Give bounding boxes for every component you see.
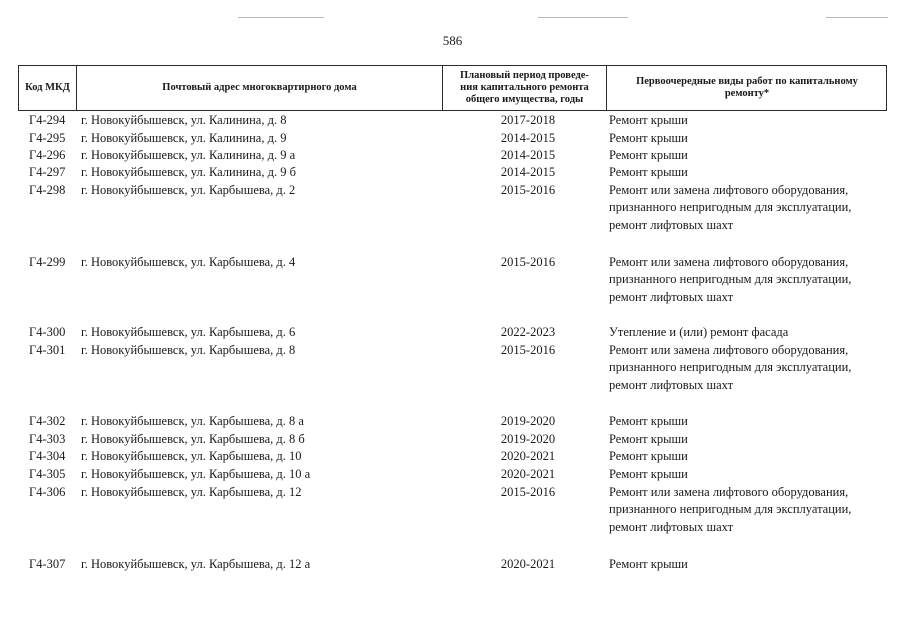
header-address: Почтовый адрес многоквартирного дома xyxy=(162,82,357,93)
cell-address: г. Новокуйбышевск, ул. Калинина, д. 8 xyxy=(81,113,287,127)
cell-code: Г4-299 xyxy=(29,255,66,269)
scan-mark xyxy=(826,17,888,18)
cell-address: г. Новокуйбышевск, ул. Карбышева, д. 10 а xyxy=(81,467,311,481)
header-works: Первоочередные виды работ по капитальному ремонту* xyxy=(636,76,858,99)
cell-period: 2015-2016 xyxy=(500,343,556,357)
cell-works: Ремонт крыши xyxy=(609,414,688,428)
cell-address: г. Новокуйбышевск, ул. Карбышева, д. 12 а xyxy=(81,557,311,571)
cell-period: 2019-2020 xyxy=(500,432,556,446)
cell-address: г. Новокуйбышевск, ул. Калинина, д. 9 б xyxy=(81,165,296,179)
cell-code: Г4-304 xyxy=(29,449,66,463)
cell-code: Г4-295 xyxy=(29,131,66,145)
cell-works: Ремонт или замена лифтового оборудования, признанного непригодным для эксплуатации, ремонт лифтовых шахт xyxy=(609,485,852,534)
cell-works: Ремонт крыши xyxy=(609,449,688,463)
cell-code: Г4-300 xyxy=(29,325,66,339)
cell-period: 2020-2021 xyxy=(500,449,556,463)
cell-works: Ремонт крыши xyxy=(609,432,688,446)
cell-works: Ремонт крыши xyxy=(609,113,688,127)
cell-code: Г4-301 xyxy=(29,343,66,357)
cell-address: г. Новокуйбышевск, ул. Калинина, д. 9 xyxy=(81,131,287,145)
table-header xyxy=(18,65,887,111)
cell-code: Г4-296 xyxy=(29,148,66,162)
cell-address: г. Новокуйбышевск, ул. Карбышева, д. 6 xyxy=(81,325,296,339)
cell-period: 2015-2016 xyxy=(500,183,556,197)
cell-period: 2020-2021 xyxy=(500,557,556,571)
cell-code: Г4-298 xyxy=(29,183,66,197)
cell-works: Ремонт крыши xyxy=(609,557,688,571)
cell-works: Ремонт или замена лифтового оборудования, признанного непригодным для эксплуатации, ремонт лифтовых шахт xyxy=(609,343,852,392)
cell-period: 2017-2018 xyxy=(500,113,556,127)
cell-works: Утепление и (или) ремонт фасада xyxy=(609,325,789,339)
cell-period: 2022-2023 xyxy=(500,325,556,339)
cell-works: Ремонт или замена лифтового оборудования, признанного непригодным для эксплуатации, ремонт лифтовых шахт xyxy=(609,183,852,232)
header-code: Код МКД xyxy=(25,82,70,93)
cell-works: Ремонт крыши xyxy=(609,467,688,481)
cell-period: 2020-2021 xyxy=(500,467,556,481)
scan-mark xyxy=(238,17,324,18)
cell-address: г. Новокуйбышевск, ул. Калинина, д. 9 а xyxy=(81,148,296,162)
scan-mark xyxy=(538,17,628,18)
cell-works: Ремонт крыши xyxy=(609,148,688,162)
cell-works: Ремонт крыши xyxy=(609,165,688,179)
cell-address: г. Новокуйбышевск, ул. Карбышева, д. 8 б xyxy=(81,432,305,446)
header-period: Плановый период проведе- ния капитального ремонта общего имущества, годы xyxy=(460,70,589,105)
cell-period: 2015-2016 xyxy=(500,255,556,269)
cell-address: г. Новокуйбышевск, ул. Карбышева, д. 4 xyxy=(81,255,296,269)
cell-address: г. Новокуйбышевск, ул. Карбышева, д. 2 xyxy=(81,183,296,197)
cell-period: 2019-2020 xyxy=(500,414,556,428)
cell-code: Г4-305 xyxy=(29,467,66,481)
cell-code: Г4-302 xyxy=(29,414,66,428)
cell-code: Г4-306 xyxy=(29,485,66,499)
cell-address: г. Новокуйбышевск, ул. Карбышева, д. 10 xyxy=(81,449,302,463)
cell-code: Г4-294 xyxy=(29,113,66,127)
cell-code: Г4-303 xyxy=(29,432,66,446)
cell-address: г. Новокуйбышевск, ул. Карбышева, д. 12 xyxy=(81,485,302,499)
cell-period: 2014-2015 xyxy=(500,148,556,162)
cell-period: 2014-2015 xyxy=(500,165,556,179)
cell-address: г. Новокуйбышевск, ул. Карбышева, д. 8 xyxy=(81,343,296,357)
page-number: 586 xyxy=(442,33,463,48)
cell-works: Ремонт крыши xyxy=(609,131,688,145)
cell-code: Г4-307 xyxy=(29,557,66,571)
cell-period: 2015-2016 xyxy=(500,485,556,499)
cell-address: г. Новокуйбышевск, ул. Карбышева, д. 8 а xyxy=(81,414,304,428)
cell-works: Ремонт или замена лифтового оборудования, признанного непригодным для эксплуатации, ремонт лифтовых шахт xyxy=(609,255,852,304)
cell-period: 2014-2015 xyxy=(500,131,556,145)
cell-code: Г4-297 xyxy=(29,165,66,179)
